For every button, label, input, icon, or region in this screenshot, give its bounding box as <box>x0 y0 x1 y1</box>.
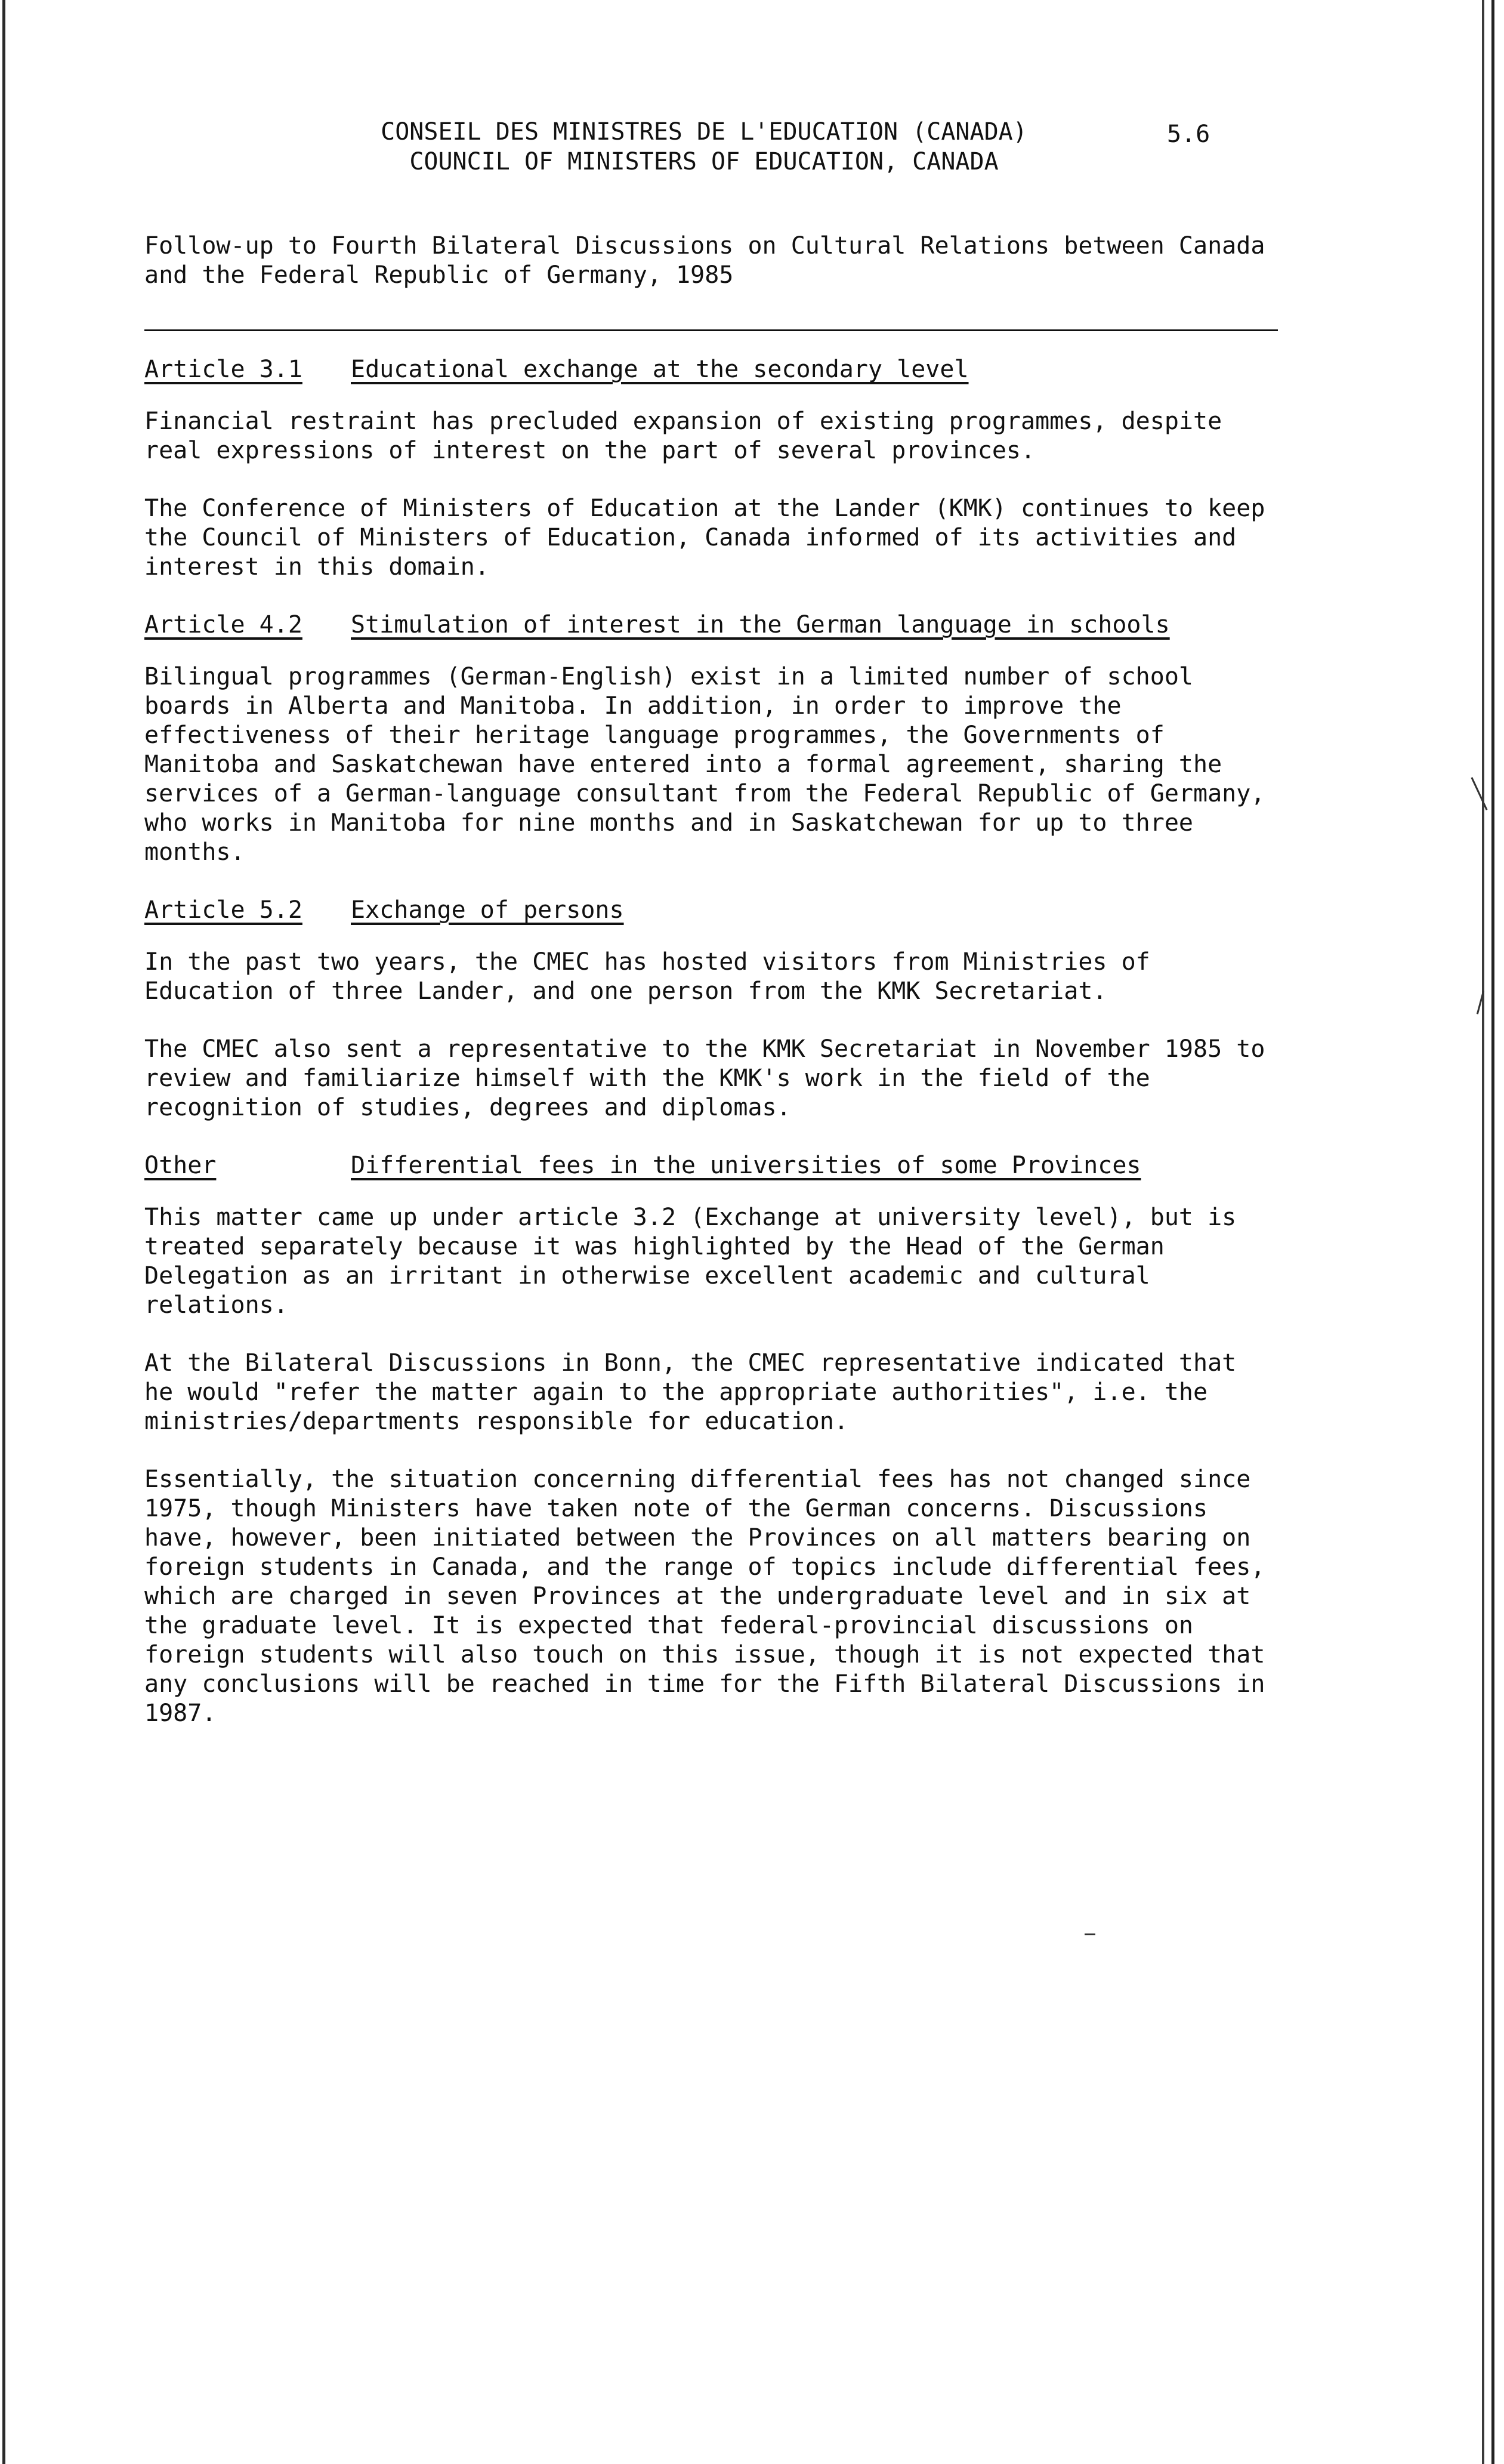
section-heading <box>144 355 1278 384</box>
document-body <box>144 232 1278 1728</box>
paragraph: At the Bilateral Discussions in Bonn, the CMEC representative indicated that he would "refer the matter again to the appropriate authorities", i.e. the ministries/departments responsible for education. <box>144 1349 1237 1435</box>
scan-edge-right-outer <box>1491 0 1494 2464</box>
scan-mark <box>1471 777 1487 810</box>
header-line-english: COUNCIL OF MINISTERS OF EDUCATION, CANADA <box>409 148 999 175</box>
horizontal-rule <box>144 329 1278 331</box>
section-number: Article 5.2 <box>144 896 302 924</box>
section-title: Exchange of persons <box>351 896 624 924</box>
section-heading <box>144 610 1278 640</box>
section-article-5-2 <box>144 896 1278 1122</box>
scan-mark <box>1085 1933 1095 1935</box>
page-number: 5.6 <box>1167 121 1210 148</box>
header-line-french: CONSEIL DES MINISTRES DE L'EDUCATION (CANADA) <box>381 118 1027 146</box>
scan-edge-left <box>2 0 5 2464</box>
section-other <box>144 1151 1278 1728</box>
section-title: Differential fees in the universities of some Provinces <box>351 1152 1141 1179</box>
section-number: Article 4.2 <box>144 611 302 639</box>
section-title: Stimulation of interest in the German language in schools <box>351 611 1170 639</box>
paragraph: In the past two years, the CMEC has hosted visitors from Ministries of Education of three Lander, and one person from the KMK Secretariat. <box>144 948 1150 1005</box>
section-article-3-1 <box>144 355 1278 582</box>
paragraph: Financial restraint has precluded expansion of existing programmes, despite real expressions of interest on the part of several provinces. <box>144 408 1222 464</box>
section-title: Educational exchange at the secondary level <box>351 356 969 383</box>
section-number: Article 3.1 <box>144 356 302 383</box>
paragraph: The Conference of Ministers of Education at the Lander (KMK) continues to keep the Council of Ministers of Education, Canada informed of its activities and interest in this domain. <box>144 495 1265 581</box>
section-heading <box>144 896 1278 925</box>
section-number: Other <box>144 1152 217 1179</box>
paragraph: This matter came up under article 3.2 (Exchange at university level), but is treated separately because it was highlighted by the Head of the German Delegation as an irritant in otherwise excellent academic and cultural relations. <box>144 1204 1237 1319</box>
document-subtitle: Follow-up to Fourth Bilateral Discussions on Cultural Relations between Canada and the Federal Republic of Germany, 1985 <box>144 232 1265 289</box>
scan-edge-right-inner <box>1482 0 1484 2464</box>
section-article-4-2 <box>144 610 1278 867</box>
paragraph: Essentially, the situation concerning differential fees has not changed since 1975, though Ministers have taken note of the German concerns. Discussions have, however, been initiated between the Provinces on all matters bearing on foreign students in Canada, and the range of topics include differential fees, which are charged in seven Provinces at the undergraduate level and in six at the graduate level. It is expected that federal-provincial discussions on foreign students will also touch on this issue, though it is not expected that any conclusions will be reached in time for the Fifth Bilateral Discussions in 1987. <box>144 1466 1265 1727</box>
section-heading <box>144 1151 1278 1180</box>
document-header <box>370 117 1038 177</box>
paragraph: The CMEC also sent a representative to the KMK Secretariat in November 1985 to review and familiarize himself with the KMK's work in the field of the recognition of studies, degrees and diplomas. <box>144 1035 1265 1121</box>
paragraph: Bilingual programmes (German-English) exist in a limited number of school boards in Alberta and Manitoba. In addition, in order to improve the effectiveness of their heritage language programmes, the Governments of Manitoba and Saskatchewan have entered into a formal agreement, sharing the services of a German-language consultant from the Federal Republic of Germany, who works in Manitoba for nine months and in Saskatchewan for up to three months. <box>144 663 1265 866</box>
